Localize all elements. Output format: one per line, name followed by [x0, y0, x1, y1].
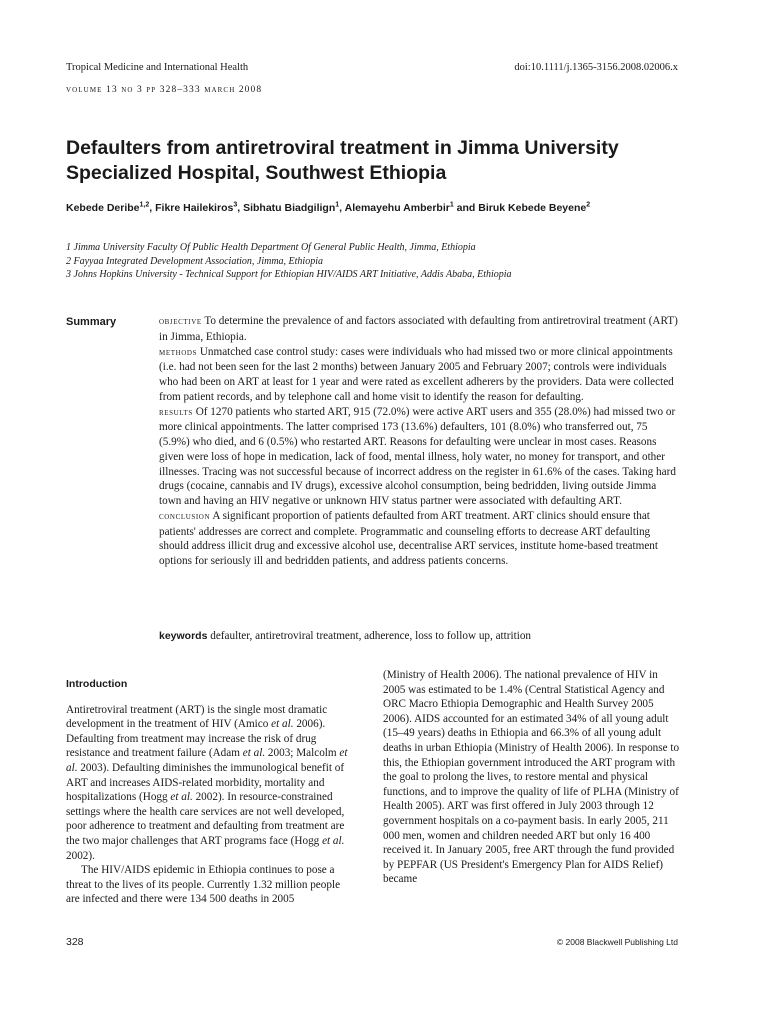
keywords-text: defaulter, antiretroviral treatment, adherence, loss to follow up, attrition [210, 630, 532, 642]
text-run: 2003; Malcolm [265, 747, 340, 760]
text-run: 2006). Defaulting from treatment may increase the risk of drug resistance and treatment failure (Adam [66, 718, 326, 760]
article-title [66, 136, 706, 186]
keywords-label: keywords [159, 630, 208, 642]
title-line-1: Defaulters from antiretroviral treatment in Jimma University [66, 137, 619, 159]
keywords [159, 629, 680, 644]
copyright: © 2008 Blackwell Publishing Ltd [556, 937, 678, 947]
affiliation-1: 1 Jimma University Faculty Of Public Health Department Of General Public Health, Jimma, Ethiopia [66, 242, 476, 253]
text-run: 2002). [66, 849, 95, 862]
author-affiliation-mark: 1 [335, 201, 340, 209]
text-run: 2002). In resource-constrained settings where the health care services are not well developed, poor adherence to treatment and defaulting from treatment are the two major challenges that ART programs face (Hogg [66, 791, 345, 847]
author-name: Kebede Deribe [66, 202, 140, 214]
author-name: Alemayehu Amberbir [344, 202, 450, 214]
author-name: Biruk Kebede Beyene [478, 202, 587, 214]
intro-paragraph-1 [66, 703, 352, 864]
citation-etal: et al. [271, 718, 294, 731]
abstract-results [159, 405, 680, 509]
author-separator: , [149, 202, 156, 214]
text-run: 2003). Defaulting diminishes the immunological benefit of ART and increases AIDS-related morbidity, mortality and hospitalizations (Hogg [66, 761, 345, 804]
abstract-methods [159, 345, 680, 405]
text-run: Antiretroviral treatment (ART) is the single most dramatic development in the treatment of HIV (Amico [66, 703, 328, 731]
author-affiliation-mark: 1 [449, 201, 454, 209]
results-text: Of 1270 patients who started ART, 915 (72.0%) were active ART users and 355 (28.0%) had missed two or more clinical appointments. The latter comprised 173 (13.6%) defaulters, 101 (8.0%) who transferred out, 75 (5.9%) who died, and 6 (0.5%) who restarted ART. Reasons for defaulting were unclear in most cases. Reasons given were loss of hope in medication, lack of food, mental illness, holy water, no money for transport, and other illnesses. Tracing was not successful because of incorrect address on the register in 61.6% of the cases. Taking hard drugs (cocaine, cannabis and IV drugs), excessive alcohol consumption, being bedridden, living outside Jimma town and having an HIV negative or unknown HIV status partner were associated with defaulting ART. [159, 405, 676, 507]
conclusion-text: A significant proportion of patients defaulted from ART treatment. ART clinics should ensure that patients' addresses are correct and complete. Programmatic and counseling efforts to decrease ART defaulting should address illicit drug and excessive alcohol use, decentralise ART services, institute home-based treatment options for seriously ill and bedridden patients, and address patients concerns. [159, 509, 659, 567]
objective-text: To determine the prevalence of and factors associated with defaulting from antiretroviral treatment (ART) in Jimma, Ethiopia. [159, 315, 678, 343]
journal-name: Tropical Medicine and International Health [66, 62, 249, 73]
body-column-right [383, 668, 680, 887]
author-separator: , [339, 202, 345, 214]
abstract-objective [159, 314, 680, 345]
citation-etal: et al. [322, 834, 345, 847]
introduction-heading: Introduction [66, 678, 128, 690]
citation-etal: et al. [66, 747, 348, 774]
conclusion-heading: conclusion [159, 510, 211, 522]
methods-text: Unmatched case control study: cases were individuals who had missed two or more clinical appointments (i.e. had not been seen for the last 2 months) between January 2005 and February 2007; controls were individuals who had been on ART at least for 1 year and were rated as excellent adherers by the providers. Data were collected from patient records, and by telephone call and home visit to identify the reason for defaulting. [159, 345, 674, 403]
methods-heading: methods [159, 346, 198, 358]
page-footer [66, 936, 678, 948]
author-separator: , [237, 202, 244, 214]
author-list [66, 201, 626, 216]
intro-paragraph-2: The HIV/AIDS epidemic in Ethiopia continues to pose a threat to the lives of its people. Currently 1.32 million people are infected and there were 134 500 deaths in 2005 [66, 864, 341, 906]
running-head [66, 61, 678, 74]
affiliation-2: 2 Fayyaa Integrated Development Association, Jimma, Ethiopia [66, 255, 323, 267]
author-affiliation-mark: 1,2 [139, 201, 150, 209]
affiliation-list [66, 241, 706, 282]
abstract [159, 314, 680, 569]
title-line-2: Specialized Hospital, Southwest Ethiopia [66, 162, 447, 184]
intro-paragraph-3: (Ministry of Health 2006). The national prevalence of HIV in 2005 was estimated to be 1.4% (Central Statistical Agency and ORC Macro Ethiopia Demographic and Health Survey 2005 2006). AIDS accounted for an estimated 34% of all young adult (15–49 years) deaths in Ethiopia and 66.3% of all young adult deaths in urban Ethiopia (Ministry of Health 2006). In response to this, the Ethiopian government introduced the ART program with the goal to prolong the lives, to restore mental and physical functions, and to improve the quality of life of PLHA (Ministry of Health 2005). ART was first offered in July 2003 through 12 government hospitals on a co-payment basis. In early 2005, 211 000 men, women and children needed ART but only 16 400 received it. In January 2005, free ART through the fund provided by PEPFAR (US President's Emergency Plan for AIDS Relief) became [383, 669, 680, 886]
citation-etal: et al. [242, 747, 266, 760]
author-name: Fikre Hailekiros [155, 202, 234, 214]
body-column-left [66, 668, 352, 907]
author-separator: and [453, 202, 479, 214]
abstract-conclusion [159, 509, 680, 569]
author-name: Sibhatu Biadgilign [243, 202, 336, 214]
doi[interactable]: doi:10.1111/j.1365-3156.2008.02006.x [514, 62, 678, 73]
objective-heading: objective [159, 316, 202, 327]
author-affiliation-mark: 3 [233, 201, 238, 209]
citation-etal: et al. [170, 791, 193, 804]
affiliation-3: 3 Johns Hopkins University - Technical Support for Ethiopian HIV/AIDS ART Initiative, Addis Ababa, Ethiopia [66, 269, 512, 280]
author-affiliation-mark: 2 [586, 201, 591, 209]
results-heading: results [159, 406, 193, 418]
volume-line: volume 13 no 3 pp 328–333 march 2008 [66, 85, 263, 95]
summary-label: Summary [66, 316, 117, 328]
page-number: 328 [66, 936, 84, 948]
